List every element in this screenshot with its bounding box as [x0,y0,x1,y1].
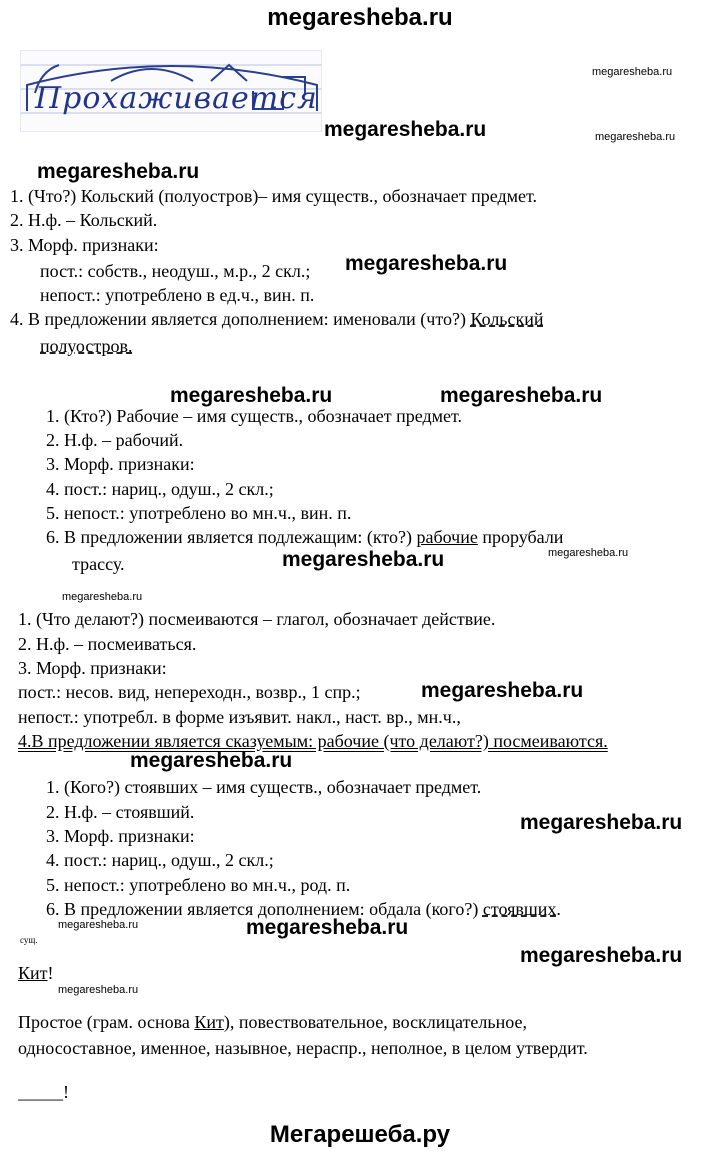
analysis-line: 4. пост.: нариц., одуш., 2 скл.; [46,479,274,499]
watermark-small: megaresheba.ru [595,131,676,143]
analysis-line: 3. Морф. признаки: [10,235,159,255]
analysis-line: непост.: употреблено в ед.ч., вин. п. [40,285,315,305]
subject-word: Кит [194,1012,224,1032]
watermark: megaresheba.ru [170,384,333,407]
analysis-line: 3. Морф. признаки: [18,658,167,678]
analysis-line [10,307,544,331]
subject-word: рабочие [416,527,478,547]
watermark-small: megaresheba.ru [548,547,629,559]
sentence-scheme: _____! [18,1082,69,1102]
watermark: megaresheba.ru [324,118,487,141]
watermark-small: megaresheba.ru [62,591,143,603]
analysis-line: 3. Морф. признаки: [46,826,195,846]
analysis-line: непост.: употребл. в форме изъявит. накл., наст. вр., мн.ч., [18,707,461,727]
watermark: megaresheba.ru [246,916,409,939]
watermark: megaresheba.ru [345,252,508,275]
analysis-text: 6. В предложении является дополнением: обдала (кого?) [46,899,483,919]
analysis-text: прорубали [477,527,564,547]
analysis-line: 3. Морф. признаки: [46,454,195,474]
analysis-line: 2. Н.ф. – посмеиваться. [18,634,197,654]
analysis-line: 5. непост.: употреблено во мн.ч., вин. п. [46,503,352,523]
analysis-line: 2. Н.ф. – стоявший. [46,802,195,822]
analysis-text: 6. В предложении является подлежащим: (кто?) [46,527,417,547]
analysis-line: пост.: несов. вид, непереходн., возвр., 1 спр.; [18,682,361,702]
watermark-small: megaresheba.ru [592,66,673,78]
watermark: megaresheba.ru [421,679,584,702]
analysis-line: 2. Н.ф. – рабочий. [46,430,184,450]
page-header: megaresheba.ru [267,4,453,31]
watermark: megaresheba.ru [130,749,293,772]
analysis-line: трассу. [72,554,125,574]
page-footer: Мегарешеба.ру [269,1121,451,1148]
analysis-line: 2. Н.ф. – Кольский. [10,210,158,230]
sentence-line: односоставное, именное, назывное, нераспр., неполное, в целом утвердит. [18,1038,588,1058]
analysis-text: 4. В предложении является дополнением: именовали (что?) [10,309,471,329]
watermark: megaresheba.ru [282,548,445,571]
analysis-line [46,525,563,549]
sentence-line [18,1010,527,1034]
subject-word: Кит [18,963,48,983]
object-word: Кольский [470,309,544,329]
watermark: megaresheba.ru [520,811,683,834]
watermark: megaresheba.ru [440,384,603,407]
handwritten-word: Прохаживается [35,81,318,116]
part-of-speech-label: сущ. [20,935,38,945]
analysis-text: . [556,899,561,919]
predicate-line: 4.В предложении является сказуемым: рабочие (что делают?) посмеиваются. [18,731,608,751]
watermark-small: megaresheba.ru [58,919,139,931]
object-word: полуостров. [40,336,133,356]
handwritten-word-image [20,50,322,132]
object-word: стоявших [482,899,557,919]
watermark: megaresheba.ru [37,160,200,183]
analysis-line: 1. (Кто?) Рабочие – имя существ., обозначает предмет. [46,406,463,426]
analysis-line: 1. (Что делают?) посмеиваются – глагол, обозначает действие. [18,609,496,629]
analysis-line: пост.: собств., неодуш., м.р., 2 скл.; [40,261,311,281]
watermark-small: megaresheba.ru [58,984,139,996]
analysis-line: 1. (Что?) Кольский (полуостров)– имя существ., обозначает предмет. [10,186,538,206]
sentence-text: ! [47,963,54,983]
analysis-line: 4. пост.: нариц., одуш., 2 скл.; [46,850,274,870]
sentence-text: Простое (грам. основа [18,1012,195,1032]
analysis-line: 5. непост.: употреблено во мн.ч., род. п. [46,875,351,895]
sentence-line [18,961,54,985]
sentence-text: ), повествовательное, восклицательное, [223,1012,527,1032]
analysis-line: 1. (Кого?) стоявших – имя существ., обозначает предмет. [46,777,482,797]
watermark: megaresheba.ru [520,944,683,967]
